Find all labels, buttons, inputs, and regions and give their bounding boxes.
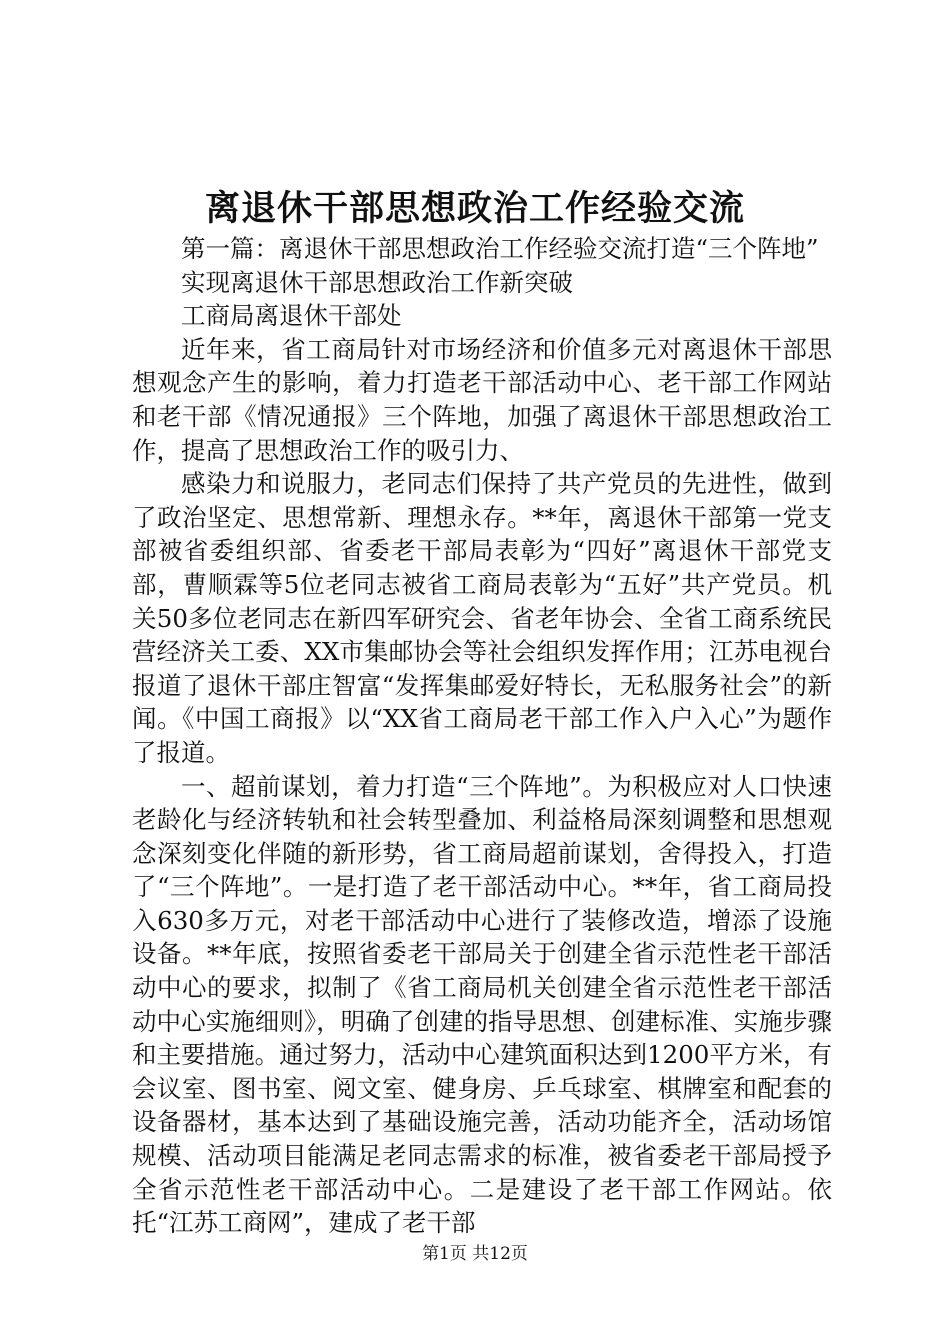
paragraph-subtitle: 实现离退休干部思想政治工作新突破 bbox=[181, 267, 573, 297]
paragraph-heading-1: 第一篇：离退休干部思想政治工作经验交流打造“三个阵地” bbox=[181, 234, 819, 263]
paragraph-achievements: 感染力和说服力，老同志们保持了共产党员的先进性，做到了政治坚定、思想常新、理想永存。**年，离退休干部第一党支部被省委组织部、省委老干部局表彰为“四好”离退休干部党支部，曹顺霖等5位老同志被省工商局表彰为“五好”共产党员。机关50多位老同志在新四军研究会、省老年协会、全省工商系统民营经济关工委、XX市集邮协会等社会组织发挥作用；江苏电视台报道了退休干部庄智富“发挥集邮爱好特长，无私服务社会”的新闻。《中国工商报》以“XX省工商局老干部工作入户入心”为题作了报道。 bbox=[132, 469, 832, 767]
page-footer: 第1页 共12页 bbox=[422, 1244, 528, 1264]
document-body bbox=[132, 232, 832, 1240]
document-title: 离退休干部思想政治工作经验交流 bbox=[204, 188, 745, 229]
paragraph-section-1: 一、超前谋划，着力打造“三个阵地”。为积极应对人口快速老龄化与经济转轨和社会转型叠加、利益格局深刻调整和思想观念深刻变化伴随的新形势，省工商局超前谋划，舍得投入，打造了“三个阵地”。一是打造了老干部活动中心。**年，省工商局投入630多万元，对老干部活动中心进行了装修改造，增添了设施设备。**年底，按照省委老干部局关于创建全省示范性老干部活动中心的要求，拟制了《省工商局机关创建全省示范性老干部活动中心实施细则》，明确了创建的指导思想、创建标准、实施步骤和主要措施。通过努力，活动中心建筑面积达到1200平方米，有会议室、图书室、阅文室、健身房、乒乓球室、棋牌室和配套的设备器材，基本达到了基础设施完善，活动功能齐全，活动场馆规模、活动项目能满足老同志需求的标准，被省委老干部局授予全省示范性老干部活动中心。二是建设了老干部工作网站。依托“江苏工商网”，建成了老干部 bbox=[132, 771, 832, 1238]
paragraph-intro: 近年来，省工商局针对市场经济和价值多元对离退休干部思想观念产生的影响，着力打造老干部活动中心、老干部工作网站和老干部《情况通报》三个阵地，加强了离退休干部思想政治工作，提高了思想政治工作的吸引力、 bbox=[132, 334, 832, 465]
paragraph-department: 工商局离退休干部处 bbox=[181, 301, 402, 331]
